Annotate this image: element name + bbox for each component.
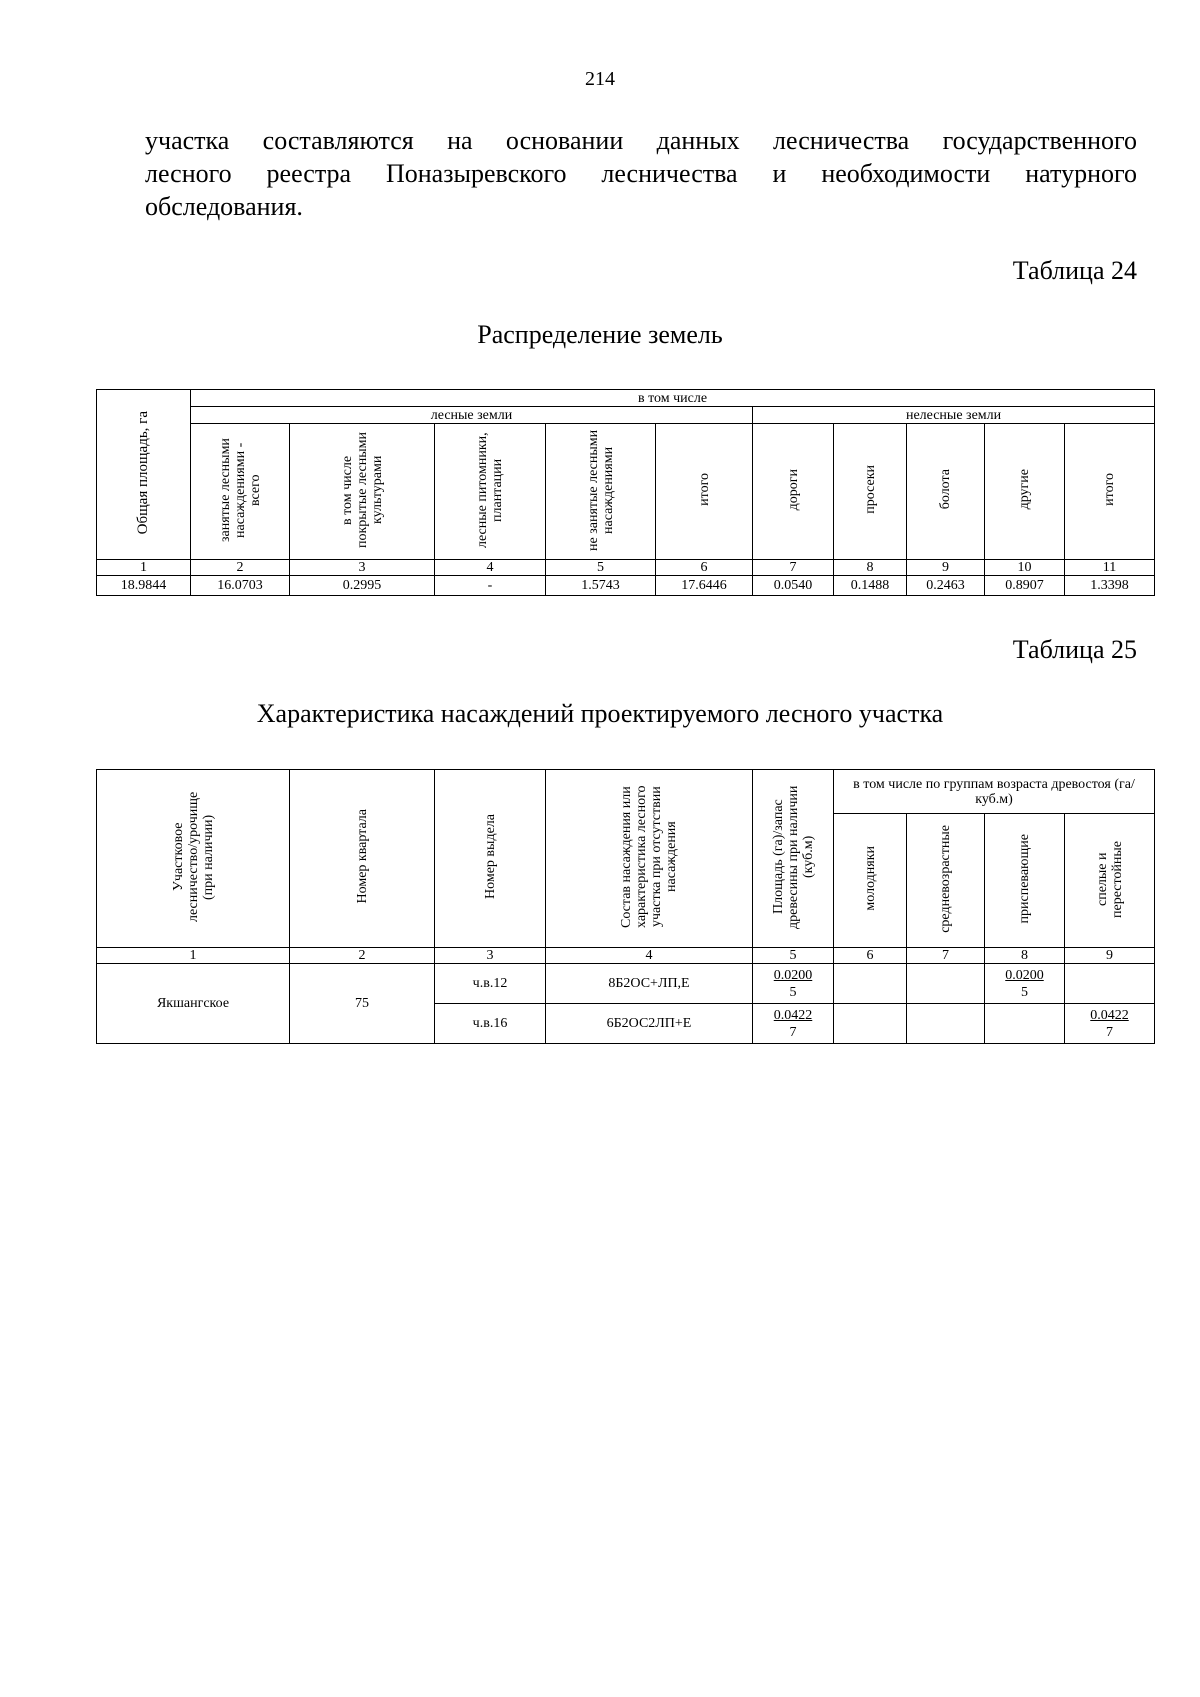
vydel-cell: ч.в.12 <box>435 964 546 1004</box>
stand-characteristics-table <box>96 769 1155 1044</box>
table-cell <box>907 964 985 1004</box>
land-distribution-table <box>96 389 1155 596</box>
paragraph-line: лесного реестра Поназыревского лесничества и необходимости натурного <box>145 159 1137 188</box>
table-cell: $\frac{0.0422}{7}$ <box>1065 1004 1155 1044</box>
forestry-cell: Якшангское <box>97 964 290 1044</box>
column-header: не занятые лесными насаждениями <box>546 424 656 560</box>
age-group-header: молодняки <box>834 814 907 948</box>
column-number: 1 <box>97 560 191 576</box>
table-row <box>97 576 1155 596</box>
table-cell <box>907 1004 985 1044</box>
column-header: болота <box>907 424 985 560</box>
header-nonforest-lands: нелесные земли <box>753 407 1155 424</box>
column-header: итого <box>1065 424 1155 560</box>
column-number: 8 <box>985 948 1065 964</box>
table-row <box>97 964 1155 1004</box>
table-cell: 1.3398 <box>1065 576 1155 596</box>
column-number: 4 <box>435 560 546 576</box>
column-number: 5 <box>753 948 834 964</box>
composition-cell: 8Б2ОС+ЛП,Е <box>546 964 753 1004</box>
table-cell <box>834 1004 907 1044</box>
table-cell: 0.8907 <box>985 576 1065 596</box>
column-header: итого <box>656 424 753 560</box>
table-cell: 17.6446 <box>656 576 753 596</box>
column-number: 1 <box>97 948 290 964</box>
age-group-header: приспевающие <box>985 814 1065 948</box>
column-header: просеки <box>834 424 907 560</box>
column-number: 7 <box>907 948 985 964</box>
header-quarter-number: Номер квартала <box>290 770 435 948</box>
column-header: занятые лесными насаждениями - всего <box>191 424 290 560</box>
table-cell <box>834 964 907 1004</box>
header-total-area: Общая площадь, га <box>97 390 191 560</box>
column-number: 2 <box>290 948 435 964</box>
age-group-header: спелые и перестойные <box>1065 814 1155 948</box>
column-number: 11 <box>1065 560 1155 576</box>
table-cell: $\frac{0.0200}{5}$ <box>985 964 1065 1004</box>
column-header: другие <box>985 424 1065 560</box>
area-stock-cell: $\frac{0.0422}{7}$ <box>753 1004 834 1044</box>
page-number: 214 <box>585 68 615 90</box>
paragraph-line: обследования. <box>145 192 303 221</box>
table-cell: 1.5743 <box>546 576 656 596</box>
table-cell: 18.9844 <box>97 576 191 596</box>
table-cell <box>985 1004 1065 1044</box>
column-number: 9 <box>907 560 985 576</box>
column-number: 3 <box>290 560 435 576</box>
quarter-cell: 75 <box>290 964 435 1044</box>
column-number: 6 <box>834 948 907 964</box>
column-number: 2 <box>191 560 290 576</box>
column-number: 9 <box>1065 948 1155 964</box>
column-number: 5 <box>546 560 656 576</box>
table-cell <box>1065 964 1155 1004</box>
composition-cell: 6Б2ОС2ЛП+Е <box>546 1004 753 1044</box>
header-forestry: Участковое лесничество/урочище (при наличии) <box>97 770 290 948</box>
header-composition: Состав насаждения или характеристика лесного участка при отсутствии насаждения <box>546 770 753 948</box>
column-number: 10 <box>985 560 1065 576</box>
header-area-stock: Площадь (га)/запас древесины при наличии (куб.м) <box>753 770 834 948</box>
table24-title: Распределение земель <box>477 320 723 349</box>
column-number: 3 <box>435 948 546 964</box>
table-cell: 0.2995 <box>290 576 435 596</box>
column-number: 8 <box>834 560 907 576</box>
table25-title: Характеристика насаждений проектируемого лесного участка <box>256 699 944 728</box>
vydel-cell: ч.в.16 <box>435 1004 546 1044</box>
header-including: в том числе <box>191 390 1155 407</box>
table-cell: 0.2463 <box>907 576 985 596</box>
area-stock-cell: $\frac{0.0200}{5}$ <box>753 964 834 1004</box>
table-cell: 16.0703 <box>191 576 290 596</box>
column-header: в том числе покрытые лесными культурами <box>290 424 435 560</box>
header-age-groups: в том числе по группам возраста древостоя (га/куб.м) <box>834 770 1155 814</box>
header-forest-lands: лесные земли <box>191 407 753 424</box>
paragraph-line: участка составляются на основании данных лесничества государственного <box>145 126 1137 155</box>
table-cell: 0.0540 <box>753 576 834 596</box>
header-vydel-number: Номер выдела <box>435 770 546 948</box>
column-number: 6 <box>656 560 753 576</box>
table-cell: 0.1488 <box>834 576 907 596</box>
column-number: 7 <box>753 560 834 576</box>
column-header: дороги <box>753 424 834 560</box>
table24-caption: Таблица 24 <box>1012 256 1137 285</box>
column-header: лесные питомники, плантации <box>435 424 546 560</box>
table-cell: - <box>435 576 546 596</box>
table25-caption: Таблица 25 <box>1012 635 1137 664</box>
column-number: 4 <box>546 948 753 964</box>
age-group-header: средневозрастные <box>907 814 985 948</box>
intro-paragraph <box>145 124 1137 223</box>
